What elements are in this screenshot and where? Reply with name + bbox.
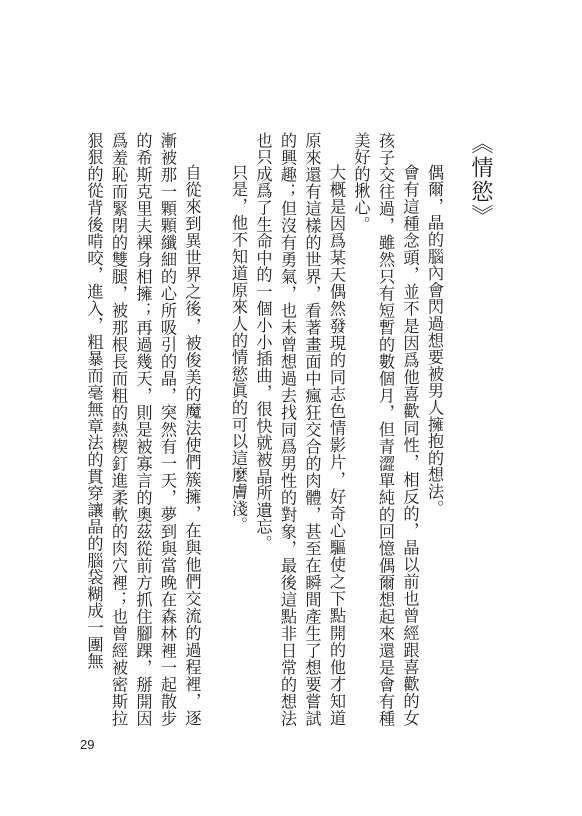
- paragraph-5: 自從來到異世界之後，被俊美的魔法使們簇擁，在與他們交流的過程裡，逐漸被那一顆顆纖細的心所吸引的晶，突然有一天，夢到與當晚在森林裡一起散步的希斯克里夫裸身相擁；再過幾天，則是被寡言的奧茲從前方抓住腳踝，掰開因爲羞恥而緊閉的雙腿，被那根長而粗的熱楔釘進柔軟的肉穴裡；也曾經被密斯拉狠狠的從背後啃咬，進入，粗暴而毫無章法的貫穿讓晶的腦袋糊成一團無: [84, 132, 202, 727]
- paragraph-3: 大概是因爲某天偶然發現的同志色情影片，好奇心驅使之下點開的他才知道原來還有這樣的世界，看著畫面中瘋狂交合的肉體，甚至在瞬間產生了想要嘗試的興趣；但沒有勇氣，也未曾想過去找同爲男性的對象，最後這點非日常的想法也只成爲了生命中的一個小小插曲，很快就被晶所遺忘。: [253, 132, 346, 727]
- page-number: 29: [80, 737, 95, 752]
- vertical-text-block: [80, 132, 500, 727]
- paragraph-2: 會有這種念頭，並不是因爲他喜歡同性，相反的，晶以前也曾經跟喜歡的女孩子交往過，雖然只有短暫的數個月，但青澀單純的回憶偶爾想起來還是會有種美好的揪心。: [351, 132, 420, 727]
- paragraph-1: 偶爾，晶的腦內會閃過想要被男人擁抱的想法。: [425, 164, 444, 518]
- chapter-title: 《情慾》: [468, 132, 493, 228]
- paragraph-4: 只是，他不知道原來人的情慾眞的可以這麼膚淺。: [229, 164, 248, 534]
